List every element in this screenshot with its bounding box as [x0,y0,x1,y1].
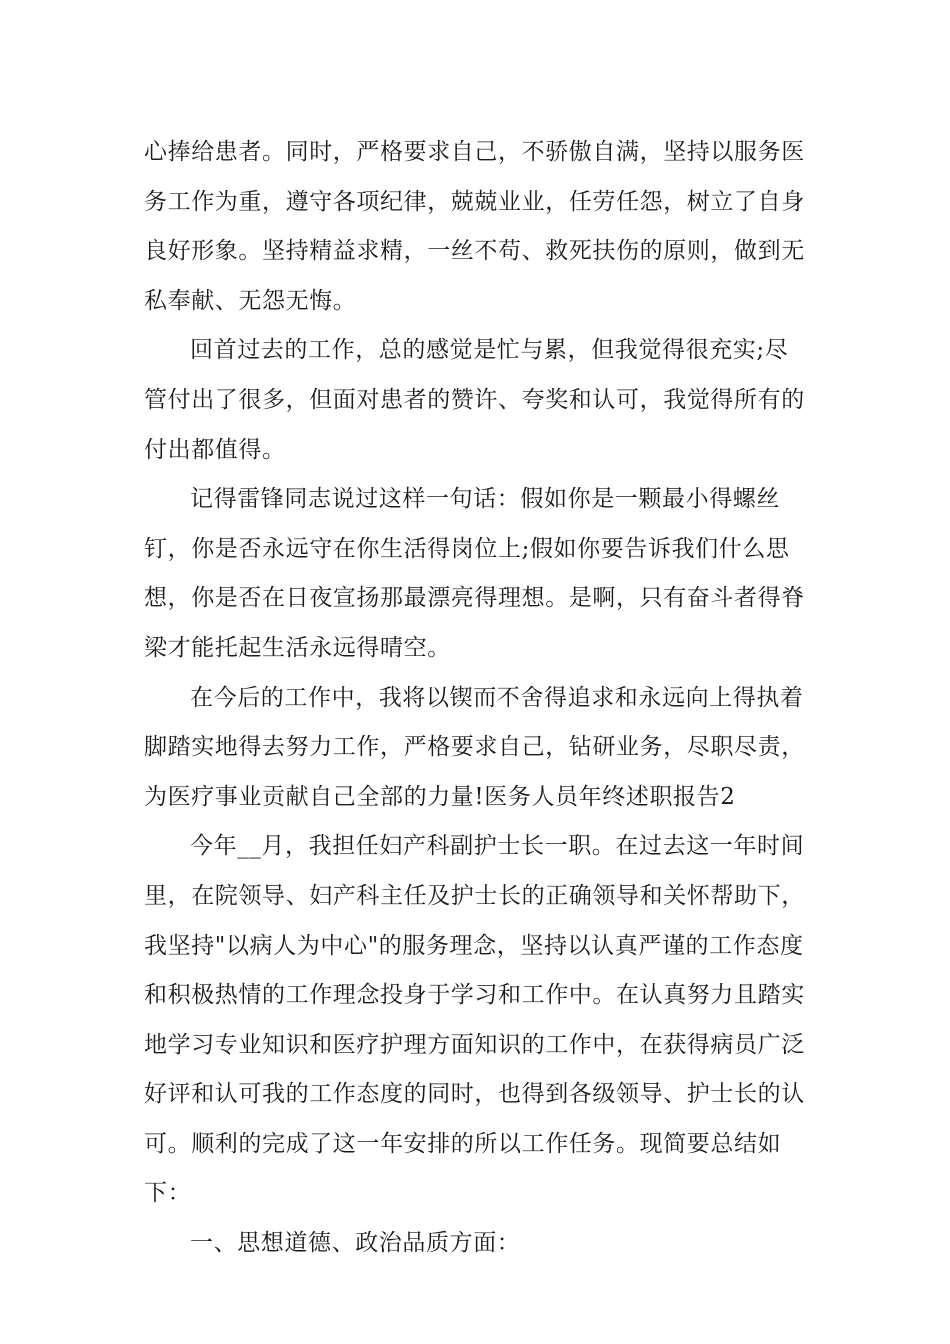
paragraph-reflection: 回首过去的工作，总的感觉是忙与累，但我觉得很充实;尽管付出了很多，但面对患者的赞许、夸奖和认可，我觉得所有的付出都值得。 [144,337,805,463]
section-heading-ideology: 一、思想道德、政治品质方面： [190,1230,521,1257]
paragraph-report-2-intro: 今年__月，我担任妇产科副护士长一职。在过去这一年时间里，在院领导、妇产科主任及护士长的正确领导和关怀帮助下，我坚持"以病人为中心"的服务理念，坚持以认真严谨的工作态度和积极热情的工作理念投身于学习和工作中。在认真努力且踏实地学习专业知识和医疗护理方面知识的工作中，在获得病员广泛好评和认可我的工作态度的同时，也得到各级领导、护士长的认可。顺利的完成了这一年安排的所以工作任务。现简要总结如下： [144,833,805,1207]
paragraph-future-work: 在今后的工作中，我将以锲而不舍得追求和永远向上得执着脚踏实地得去努力工作，严格要求自己，钻研业务，尽职尽责，为医疗事业贡献自己全部的力量!医务人员年终述职报告2 [144,684,805,810]
paragraph-leifeng-quote: 记得雷锋同志说过这样一句话：假如你是一颗最小得螺丝钉，你是否永远守在你生活得岗位上;假如你要告诉我们什么思想，你是否在日夜宣扬那最漂亮得理想。是啊，只有奋斗者得脊梁才能托起生活永远得晴空。 [144,486,805,661]
document-body [144,128,809,1269]
paragraph-continuation: 心捧给患者。同时，严格要求自己，不骄傲自满，坚持以服务医务工作为重，遵守各项纪律，兢兢业业，任劳任怨，树立了自身良好形象。坚持精益求精，一丝不苟、救死扶伤的原则，做到无私奉献、无怨无悔。 [144,139,805,314]
